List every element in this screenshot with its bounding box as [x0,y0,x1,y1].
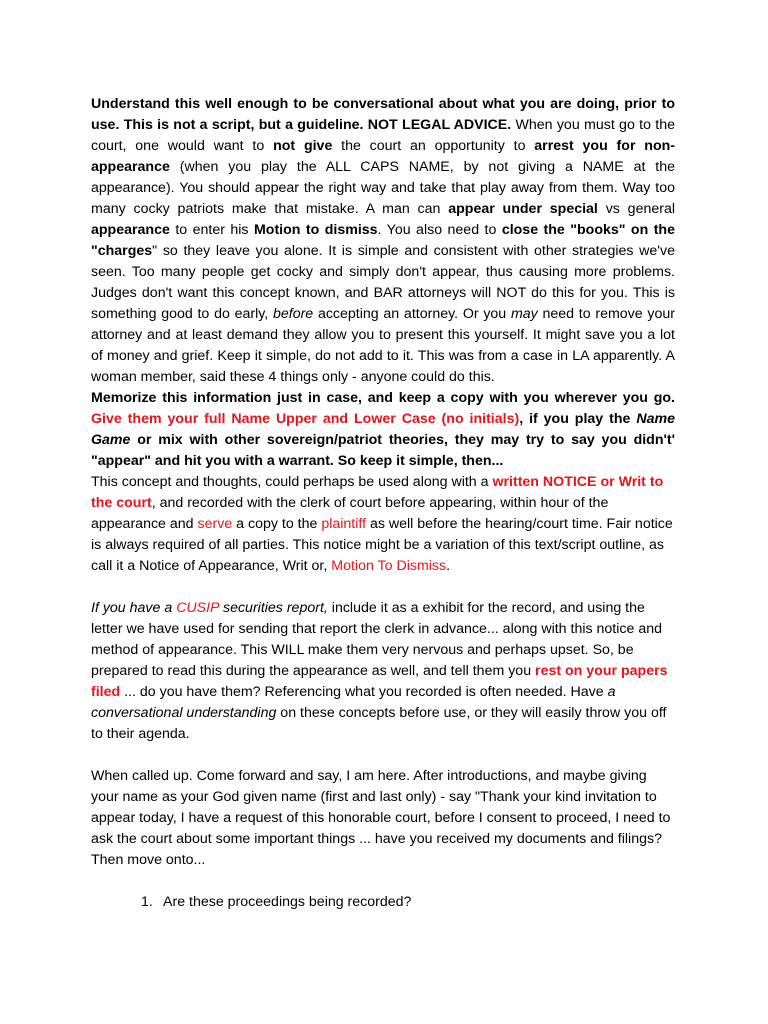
intro-bold-disclaimer: Understand this well enough to be conversational about what you are doing, prior to use. This is not a script, but a guideline. NOT LEGAL ADVICE. [91,96,675,133]
text-run-red-bold: Give them your full Name Upper and Lower Case (no initials) [91,411,520,427]
text-run-red: plaintiff [321,516,367,532]
text-run: " so they leave you alone. It is simple and consistent with other strategies we've seen. Too many people get cocky and simply don't appear, thus causing more problems. Judges don't want this concept known, and BAR attorneys will NOT do this for you. This is something good to do early, [91,243,675,322]
text-run: to enter his [169,222,254,238]
text-run: as well before the hearing/court time. Fair notice is always required of all parties. This notice might be a variation of this text/script outline, as call it a Notice of Appearance, Writ or, [91,516,673,574]
text-run: When you must go to the court, one would want to [91,117,675,154]
list-item [91,892,675,913]
text-run-bold-italic: Name Game [91,411,675,448]
text-run: This concept and thoughts, could perhaps be used along with a [91,474,493,490]
memorize-paragraph [91,388,675,472]
text-run: , and recorded with the clerk of court before appearing, within hour of the appearance and [91,495,609,532]
text-run-red: Motion To Dismiss [331,558,447,574]
intro-paragraph [91,94,675,388]
text-run-red: serve [197,516,233,532]
text-run-bold: appearance [91,222,170,238]
text-run: include it as a exhibit for the record, and using the letter we have used for sending that report the clerk in advance... along with this notice and method of appearance. This WILL make them very nervous and perhaps upset. So, be prepared to read this during the appearance as well, and tell them you [91,600,662,679]
text-run: ... do you have them? Referencing what you recorded is often needed. Have [120,684,608,700]
text-run: . You also need to [377,222,502,238]
text-run-bold: arrest you for non-appearance [91,138,676,175]
concept-paragraph [91,472,675,577]
text-run: the court an opportunity to [332,138,535,154]
text-run-italic: may [510,306,538,322]
paragraph-gap [91,577,675,598]
text-run-bold: or mix with other sovereign/patriot theories, they may try to say you didn't' "appear" and hit you with a warrant. So keep it simple, then... [91,432,675,469]
text-run: When called up. Come forward and say, I am here. After introductions, and maybe giving your name as your God given name (first and last only) - say "Thank your kind invitation to appear today, I have a request of this honorable court, before I consent to proceed, I need to ask the court about some important things ... have you received my documents and filings? Then move onto... [91,768,671,868]
text-run: vs general [597,201,676,217]
text-run-italic: before [272,306,314,322]
text-run-italic: If you have a [91,600,177,616]
cusip-paragraph [91,598,675,745]
text-run-italic: a conversational understanding [91,684,616,721]
list-item-text: Are these proceedings being recorded? [163,894,412,910]
text-run: a copy to the [232,516,322,532]
text-run-bold: Motion to dismiss [253,222,378,238]
text-run: . [446,558,451,574]
text-run: need to remove your attorney and at least demand they allow you to present this yourself. It might save you a lot of money and grief. Keep it simple, do not add to it. This was from a case in LA apparently. A woman member, said these 4 things only - anyone could do this. [91,306,676,385]
text-run-bold: not give [273,138,333,154]
text-run: (when you play the ALL CAPS NAME, by not giving a NAME at the appearance). You should appear the right way and take that play away from them. Way too many cocky patriots make that mistake. A man can [91,159,675,217]
text-run-red-bold: rest on your papers filed [91,663,668,700]
text-run-bold: Memorize this information just in case, and keep a copy with you wherever you go. [91,390,675,406]
called-up-paragraph [91,766,675,871]
document-page [91,94,675,913]
paragraph-gap [91,745,675,766]
text-run-italic: securities report, [219,600,328,616]
text-run-red-italic: CUSIP [176,600,220,616]
text-run-bold: appear under special [448,201,598,217]
text-run: accepting an attorney. Or you [313,306,511,322]
list-item-number: 1. [141,894,153,910]
question-list [91,892,675,913]
paragraph-gap [91,871,675,892]
text-run-bold: close the "books" on the "charges [91,222,675,259]
text-run-red-bold: written NOTICE or Writ to the court [91,474,664,511]
text-run-bold: , if you play the [519,411,637,427]
text-run: on these concepts before use, or they will easily throw you off to their agenda. [91,705,667,742]
